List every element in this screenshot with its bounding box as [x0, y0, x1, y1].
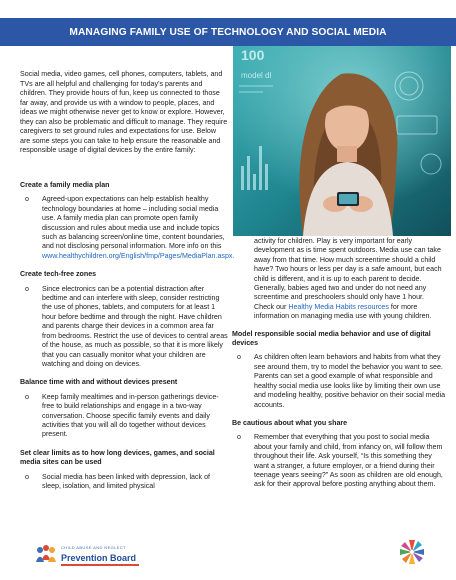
page-title: MANAGING FAMILY USE OF TECHNOLOGY AND SOCIAL MEDIA: [69, 26, 387, 38]
list-item: [232, 433, 446, 489]
item-text: Remember that everything that you post to social media about your family and child, from infancy on, will follow them throughout their life. Ask yourself, “Is this something they want a stranger, a future employer, or a friend during their teenage years seeing?” As soon as children are old enough, ask for their approval before posting anything about them.: [254, 433, 443, 489]
bullet-marker: o: [237, 433, 241, 442]
item-text: Agreed-upon expectations can help establish healthy technology boundaries at home – including social media use. A family media plan can promote open family discussion and rules about media use and include topics such as balancing screen/online time, content boundaries, and not disclosing personal information. More info on this: [42, 195, 225, 251]
org-name: Prevention Board: [61, 553, 137, 563]
bullet-marker: o: [237, 353, 241, 362]
pinwheel-icon: [398, 538, 426, 566]
bullet-marker: o: [25, 472, 29, 481]
right-column: [232, 237, 446, 499]
teen-with-phone-image: [233, 46, 451, 236]
healthy-media-habits-link[interactable]: Healthy Media Habits resources: [288, 302, 389, 311]
item-text: As children often learn behaviors and habits from what they see around them, try to model the behavior you want to see. Parents can set a good example of what responsible and healthy social media use looks like by limiting their own use and modeling healthy, positive behavior on their social media accounts.: [254, 353, 446, 409]
intro-paragraph: Social media, video games, cell phones, computers, tablets, and TVs are all helpful and challenging for today’s parents and children. They provide hours of fun, keep us connected to those far away, and provide us with a window to people, places, and ideas we might otherwise never get to know or explore. However, they can also be problematic and difficult to manage. They require caregivers to set ground rules and expectations for use. Below are some steps you can take to help ensure the reasonable and responsible usage of digital devices by the entire family:: [20, 70, 228, 155]
item-text: Since electronics can be a potential distraction after bedtime and can interfere with sleep, consider restricting the use of phones, tablets, and computers for at least 1 hour before bedtime and through the night. Have children and parents charge their devices in a common area far from bedrooms. Restrict the use of devices to central areas of the house, as much as possible, so that it is more likely that you can casually monitor what your children are watching and doing on devices.: [42, 284, 228, 368]
item-text: Social media has been linked with depression, lack of sleep, isolation, and limited physical: [42, 472, 210, 490]
section-cautious-sharing: [232, 419, 446, 490]
photo-overlay-number: 100: [241, 47, 265, 63]
list-item: [20, 393, 228, 440]
photo-overlay-caption: model dl: [241, 71, 272, 80]
section-heading: Create tech-free zones: [20, 270, 97, 279]
section-heading: Balance time with and without devices present: [20, 378, 178, 387]
section-heading: Be cautious about what you share: [232, 418, 348, 427]
logo-underline: [61, 564, 139, 566]
list-item: [20, 195, 235, 261]
hero-photo: [233, 46, 451, 236]
continued-text: activity for children. Play is very important for early development as is time spent outdoors. Media use can take away from that time. How much screentime should a child have? Two hours or less per day is a safe amount, but each child is different, and it is up to each parent to decide. Generally, babies aged two and under do not need any screentime and preschoolers should only have 1 hour. Check our: [254, 237, 442, 311]
list-item: [232, 353, 446, 409]
header-banner: [0, 18, 456, 46]
bullet-marker: o: [25, 195, 29, 204]
item-text: Keep family mealtimes and in-person gatherings device-free to build relationships and engage in a two-way conversation. Choose specific family events and daily activities that you will all do together without devices present.: [42, 392, 219, 439]
section-heading: Model responsible social media behavior and use of digital devices: [232, 329, 431, 348]
bullet-marker: o: [25, 284, 29, 293]
left-column: [20, 181, 235, 500]
section-heading: Set clear limits as to how long devices, games, and social media sites can be used: [20, 448, 215, 467]
org-tagline: CHILD ABUSE AND NEGLECT: [61, 545, 126, 550]
list-item: [20, 285, 228, 370]
list-item: [20, 473, 228, 492]
people-icon: [34, 544, 58, 568]
bullet-marker: o: [25, 392, 29, 401]
media-plan-link[interactable]: www.healthychildren.org/English/fmp/Pages/MediaPlan.aspx.: [42, 251, 235, 260]
continued-text-end: for more information on managing media use with young children.: [254, 302, 432, 321]
section-set-limits: [20, 449, 228, 492]
section-tech-free-zones: [20, 270, 228, 369]
section-heading: Create a family media plan: [20, 181, 110, 189]
continued-paragraph: [232, 237, 446, 322]
prevention-board-logo: [34, 542, 174, 570]
section-balance-time: [20, 378, 228, 439]
section-model-behavior: [232, 330, 446, 410]
section-media-plan: [20, 181, 235, 261]
